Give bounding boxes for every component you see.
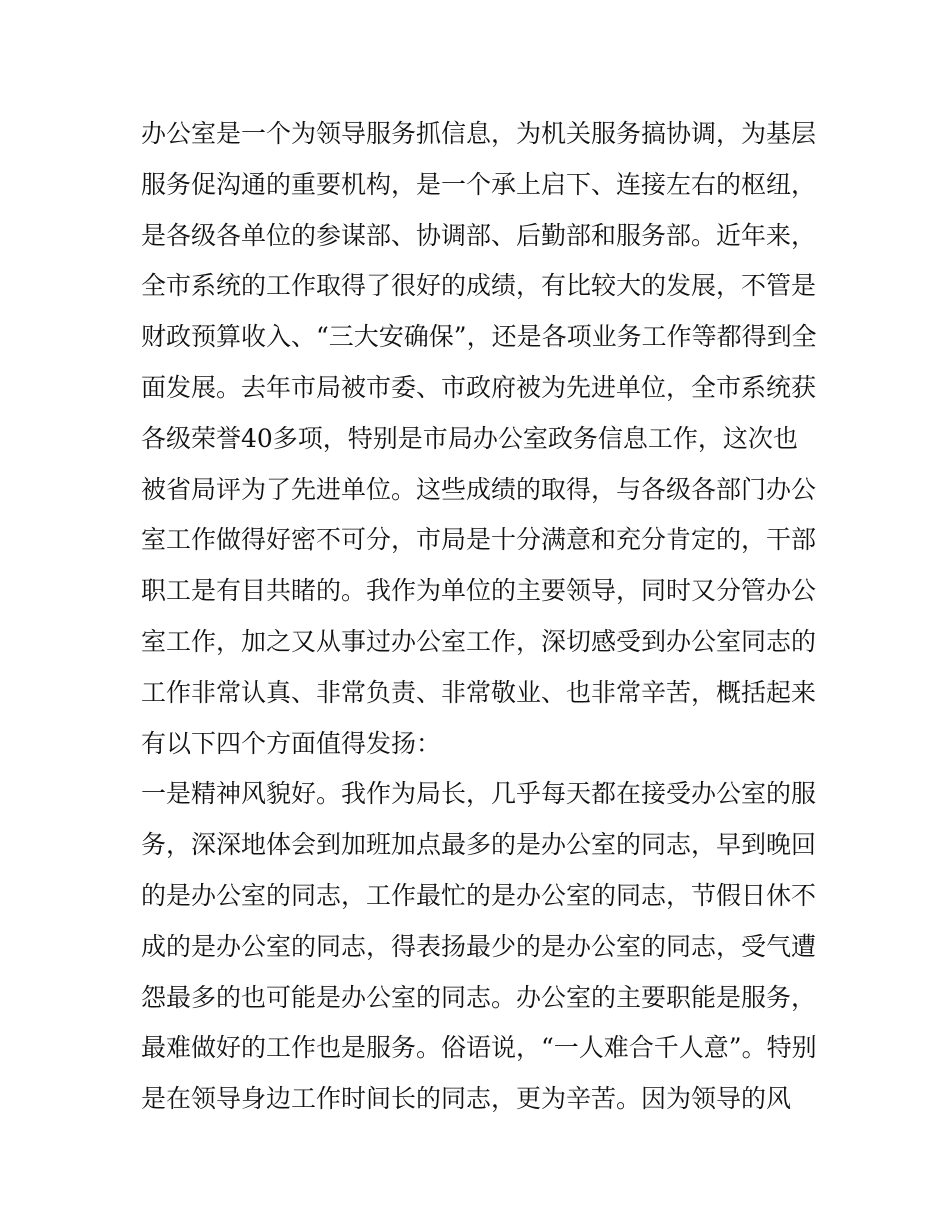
text-line: 面发展。去年市局被市委、市政府被为先进单位，全市系统获 — [141, 372, 817, 402]
text-line: 是在领导身边工作时间长的同志，更为辛苦。因为领导的风 — [141, 1084, 792, 1114]
text-line: 室工作，加之又从事过办公室工作，深切感受到办公室同志的 — [141, 626, 817, 656]
text-line: 最难做好的工作也是服务。俗语说，“一人难合千人意”。特别 — [141, 1033, 817, 1063]
text-line: 财政预算收入、“三大安确保”，还是各项业务工作等都得到全 — [141, 322, 817, 352]
text-line: 成的是办公室的同志，得表扬最少的是办公室的同志，受气遭 — [141, 931, 817, 961]
text-line: 是各级各单位的参谋部、协调部、后勤部和服务部。近年来， — [141, 220, 817, 250]
document-body — [141, 109, 821, 1125]
text-line: 一是精神风貌好。我作为局长，几乎每天都在接受办公室的服 — [141, 779, 817, 809]
text-line: 怨最多的也可能是办公室的同志。办公室的主要职能是服务， — [141, 982, 817, 1012]
text-line: 职工是有目共睹的。我作为单位的主要领导，同时又分管办公 — [141, 576, 817, 606]
text-line: 室工作做得好密不可分，市局是十分满意和充分肯定的，干部 — [141, 525, 817, 555]
text-line: 的是办公室的同志，工作最忙的是办公室的同志，节假日休不 — [141, 880, 817, 910]
text-line: 各级荣誉40多项，特别是市局办公室政务信息工作，这次也 — [141, 423, 798, 453]
text-line: 服务促沟通的重要机构，是一个承上启下、连接左右的枢纽， — [141, 169, 817, 199]
text-line: 务，深深地体会到加班加点最多的是办公室的同志，早到晚回 — [141, 830, 817, 860]
text-line: 全市系统的工作取得了很好的成绩，有比较大的发展，不管是 — [141, 271, 817, 301]
text-line: 工作非常认真、非常负责、非常敬业、也非常辛苦，概括起来 — [141, 677, 817, 707]
text-line: 被省局评为了先进单位。这些成绩的取得，与各级各部门办公 — [141, 474, 817, 504]
text-line: 办公室是一个为领导服务抓信息，为机关服务搞协调，为基层 — [141, 119, 817, 148]
text-line: 有以下四个方面值得发扬： — [141, 728, 442, 758]
